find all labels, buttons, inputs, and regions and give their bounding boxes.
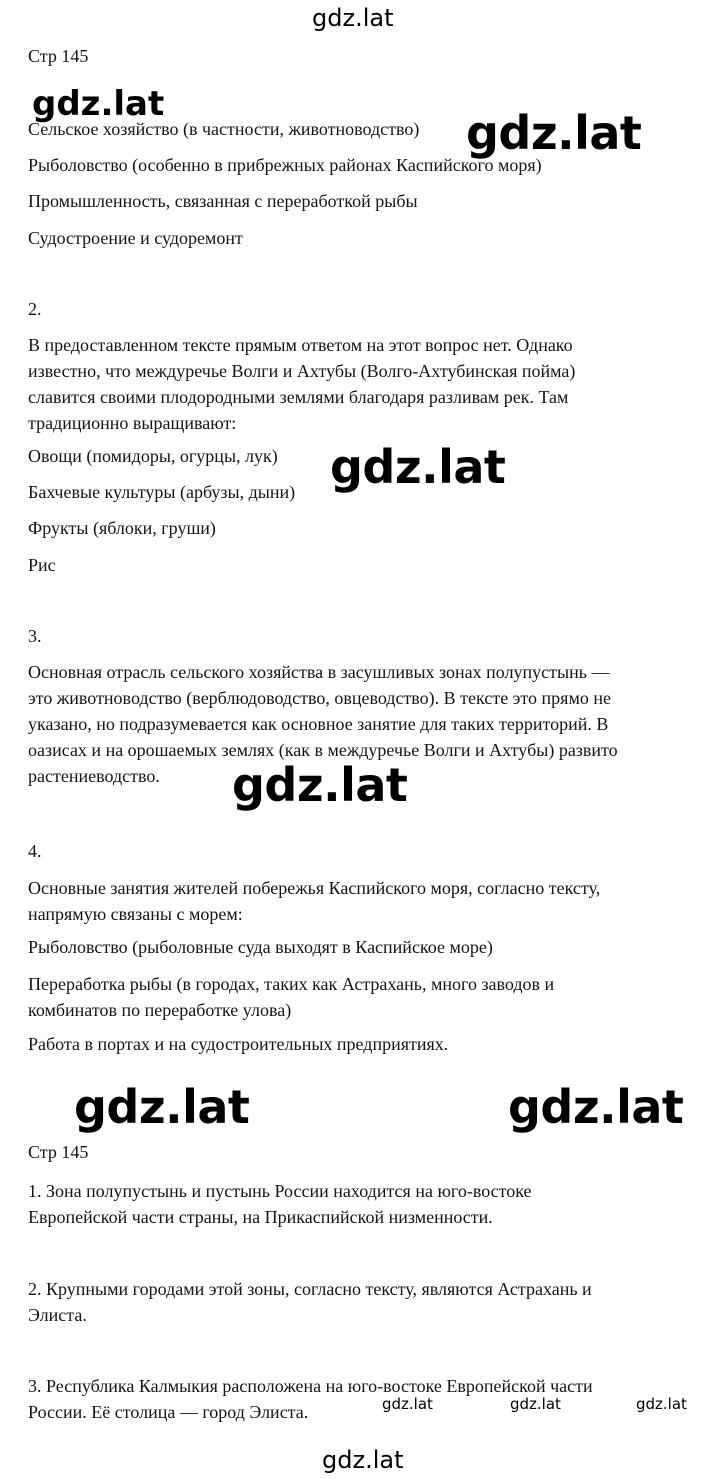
q4-item-2: Переработка рыбы (в городах, таких как Астрахань, много заводов и комбинатов по переработке улова) — [28, 974, 555, 1020]
watermark-1: gdz.lat — [466, 106, 642, 160]
watermark-3: gdz.lat — [232, 758, 408, 812]
section1-item-2: Рыболовство (особенно в прибрежных районах Каспийского моря) — [28, 155, 542, 175]
q3-text: Основная отрасль сельского хозяйства в засушливых зонах полупустынь — это животноводство (верблюдоводство, овцеводство). В тексте это прямо не указано, но подразумевается как основное занятие для таких территорий. В оазисах и на орошаемых землях (как в междуречье Волги и Ахтубы) развито растениеводство. — [28, 662, 618, 786]
q4-item-1: Рыболовство (рыболовные суда выходят в Каспийское море) — [28, 937, 493, 957]
watermark-4: gdz.lat — [74, 1080, 250, 1134]
q2-item-4: Рис — [28, 555, 56, 575]
watermark-2: gdz.lat — [330, 440, 506, 494]
watermark-small-2: gdz.lat — [510, 1395, 561, 1413]
section1-item-3: Промышленность, связанная с переработкой рыбы — [28, 191, 418, 211]
watermark-top: gdz.lat — [312, 4, 394, 32]
part2-answer-2: 2. Крупными городами этой зоны, согласно тексту, являются Астрахань и Элиста. — [28, 1279, 592, 1325]
q4-item-3: Работа в портах и на судостроительных предприятиях. — [28, 1034, 449, 1054]
q2-item-2: Бахчевые культуры (арбузы, дыни) — [28, 482, 296, 502]
q2-item-1: Овощи (помидоры, огурцы, лук) — [28, 446, 278, 466]
page-reference-2: Стр 145 — [28, 1142, 89, 1162]
q4-intro: Основные занятия жителей побережья Каспийского моря, согласно тексту, напрямую связаны с морем: — [28, 878, 601, 924]
part2-answer-1: 1. Зона полупустынь и пустынь России находится на юго-востоке Европейской части страны, на Прикаспийской низменности. — [28, 1181, 532, 1227]
watermark-small-3: gdz.lat — [636, 1395, 687, 1413]
watermark-bottom: gdz.lat — [322, 1446, 404, 1474]
section1-item-4: Судостроение и судоремонт — [28, 228, 243, 248]
part2-answer-3: 3. Республика Калмыкия расположена на юго-востоке Европейской части России. Её столица — город Элиста. — [28, 1376, 593, 1422]
watermark-5: gdz.lat — [508, 1080, 684, 1134]
page-reference-1: Стр 145 — [28, 46, 89, 66]
q2-number: 2. — [28, 299, 42, 319]
q4-number: 4. — [28, 841, 42, 861]
q2-intro: В предоставленном тексте прямым ответом на этот вопрос нет. Однако известно, что междуречье Волги и Ахтубы (Волго-Ахтубинская пойма) славится своими плодородными землями благодаря разливам рек. Там традиционно выращивают: — [28, 335, 576, 433]
watermark-small-1: gdz.lat — [382, 1395, 433, 1413]
watermark-partial: gdz.lat — [32, 84, 165, 124]
q3-number: 3. — [28, 626, 42, 646]
section1-item-1: Сельское хозяйство (в частности, животноводство) — [28, 119, 420, 139]
q2-item-3: Фрукты (яблоки, груши) — [28, 518, 216, 538]
